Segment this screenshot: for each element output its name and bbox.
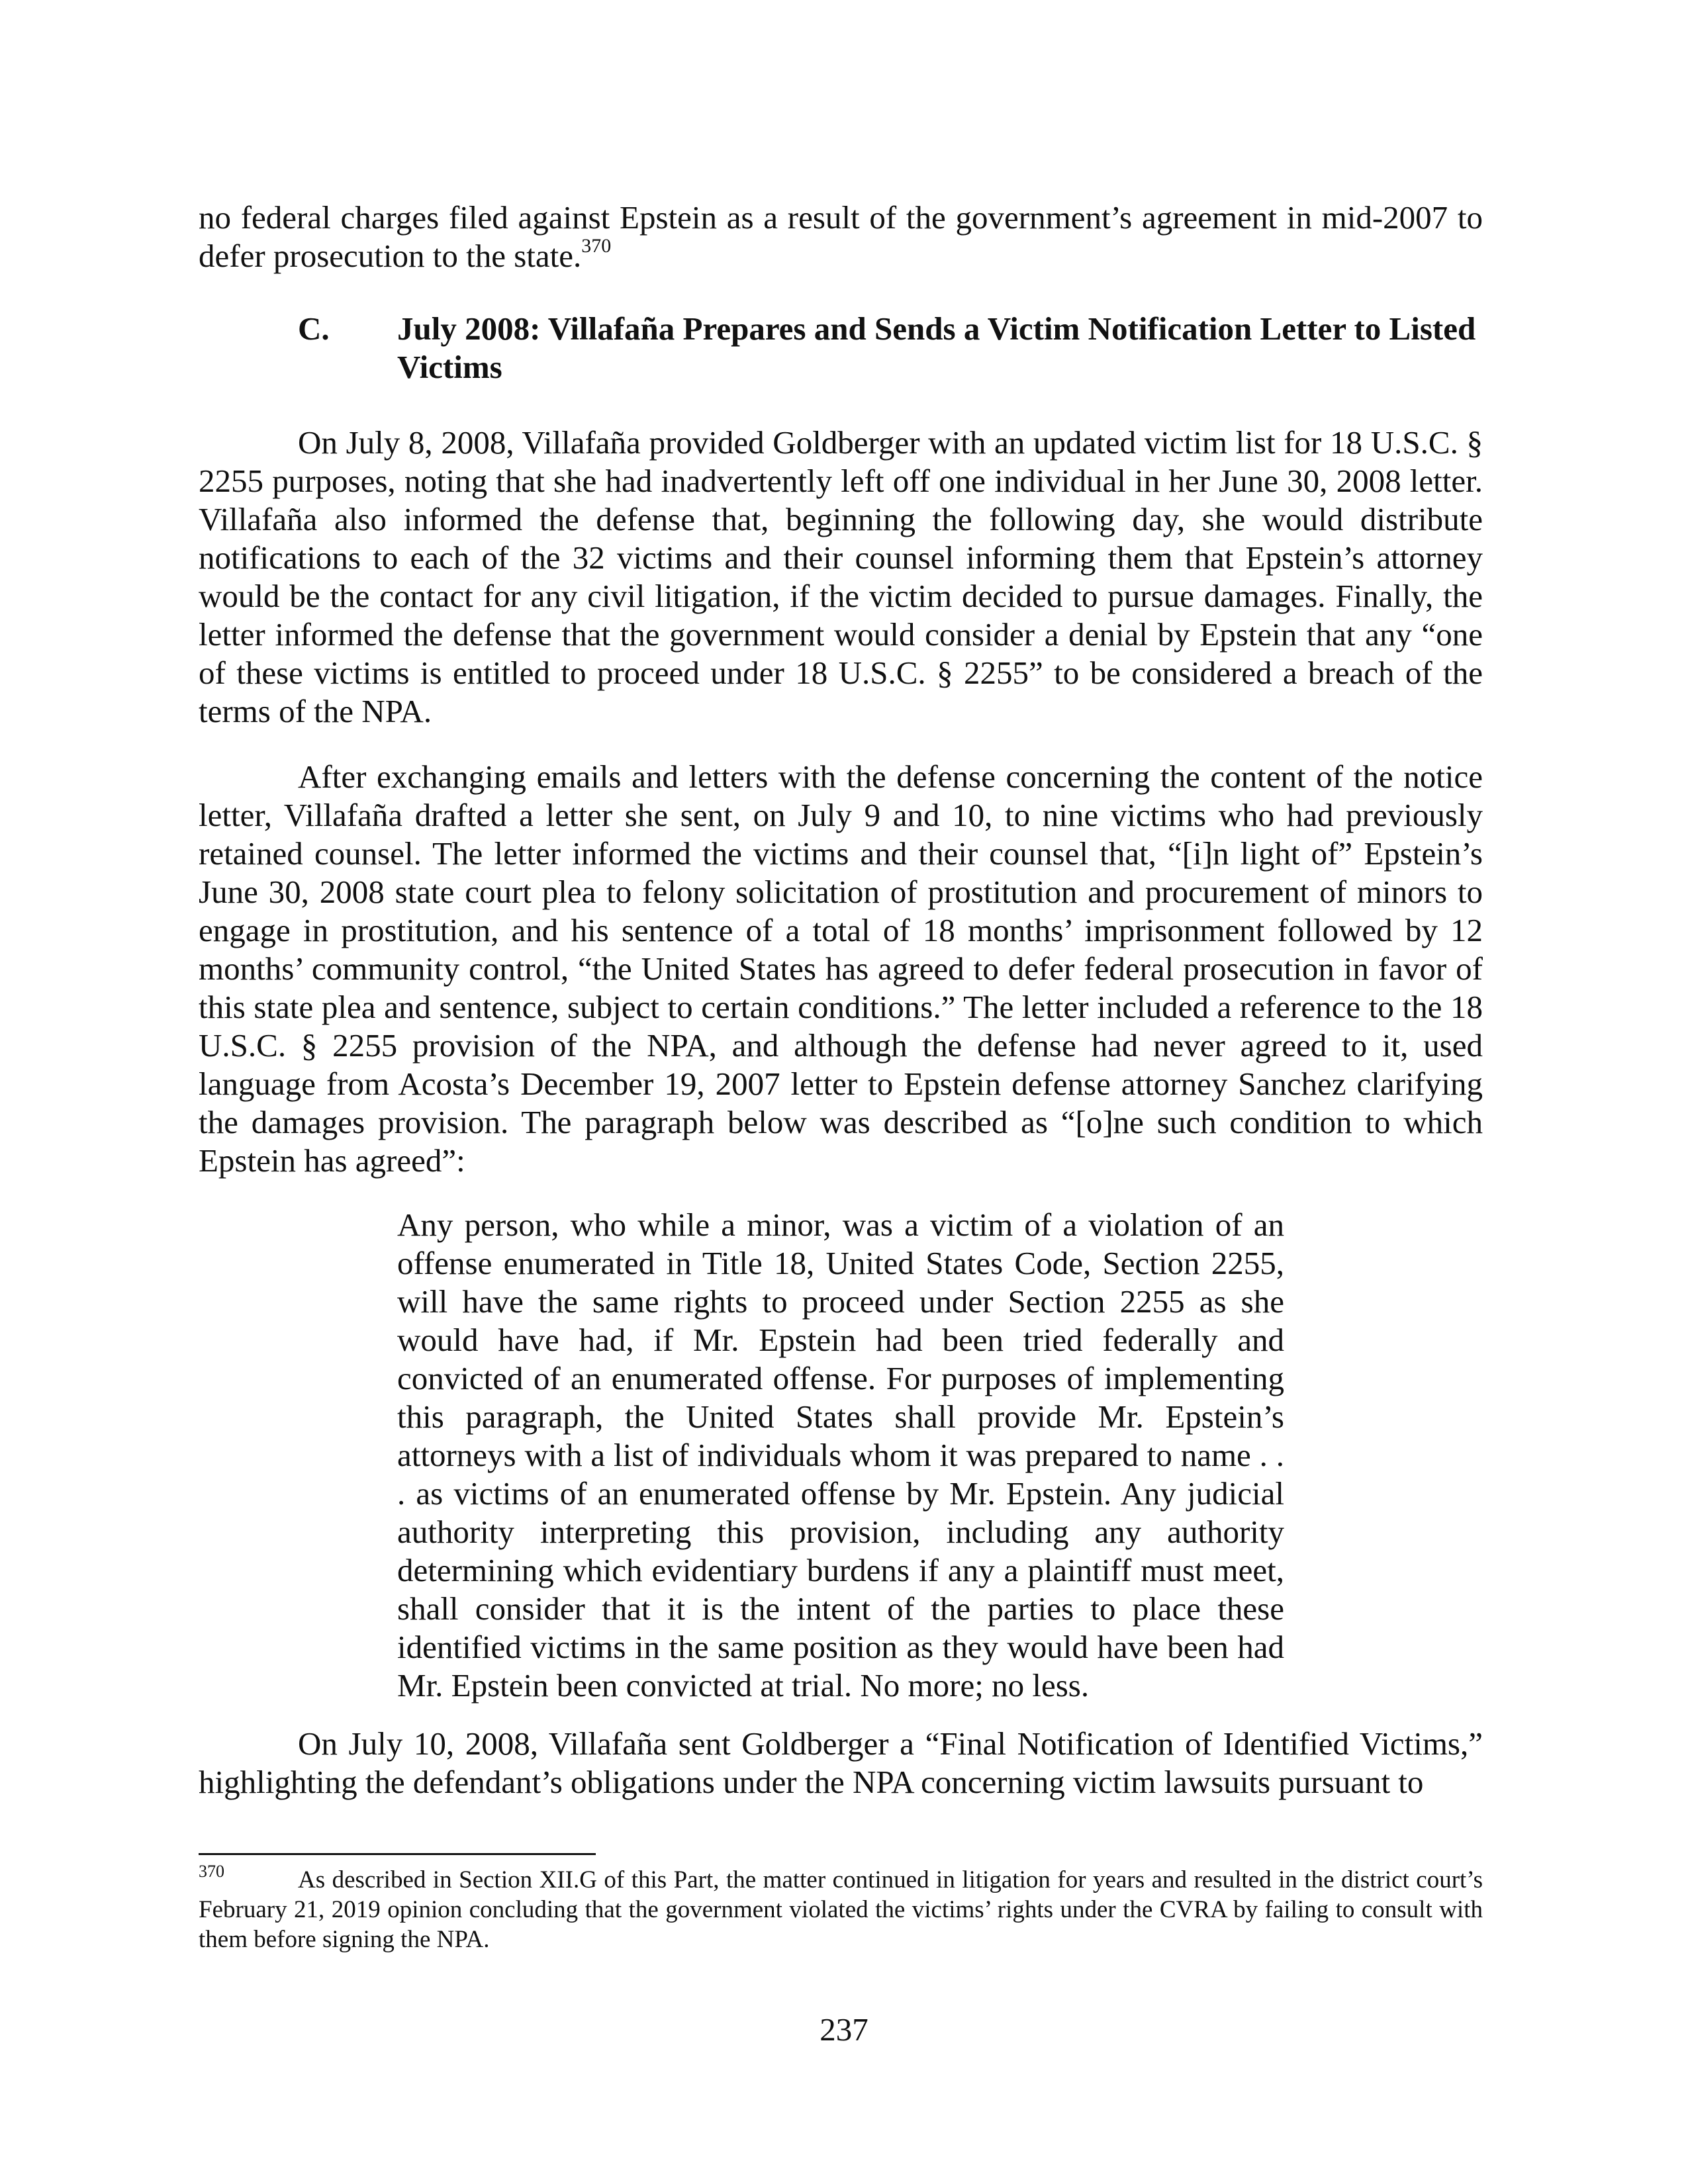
footnote-text: As described in Section XII.G of this Part, the matter continued in litigation for years and resulted in the district court’s February 21, 2019 opinion concluding that the government violated the victims’ rights under the CVRA by failing to consult with them before signing the NPA. (199, 1866, 1483, 1953)
footnote-divider (199, 1853, 596, 1855)
footnote-reference: 370 (581, 235, 612, 257)
section-heading-title: July 2008: Villafaña Prepares and Sends a Victim Notification Letter to Listed Victims (397, 310, 1476, 385)
paragraph-3: On July 10, 2008, Villafaña sent Goldberger a “Final Notification of Identified Victims,” highlighting the defendant’s obligations under the NPA concerning victim lawsuits pursuant to (199, 1725, 1483, 1800)
footnote: 370 As described in Section XII.G of this Part, the matter continued in litigation for years and resulted in the district court’s February 21, 2019 opinion concluding that the government violated the victims’ rights under the CVRA by failing to consult with them before signing the NPA. (199, 1862, 1483, 1953)
paragraph-2: After exchanging emails and letters with the defense concerning the content of the notice letter, Villafaña drafted a letter she sent, on July 9 and 10, to nine victims who had previously retained counsel. The letter informed the victims and their counsel that, “[i]n light of” Epstein’s June 30, 2008 state court plea to felony solicitation of prostitution and procurement of minors to engage in prostitution, and his sentence of a total of 18 months’ imprisonment followed by 12 months’ community control, “the United States has agreed to defer federal prosecution in favor of this state plea and sentence, subject to certain conditions.” The letter included a reference to the 18 U.S.C. § 2255 provision of the NPA, and although the defense had never agreed to it, used language from Acosta’s December 19, 2007 letter to Epstein defense attorney Sanchez clarifying the damages provision. The paragraph below was described as “[o]ne such condition to which Epstein has agreed”: (199, 758, 1483, 1179)
continuation-paragraph-text: no federal charges filed against Epstein as a result of the government’s agreement in mid-2007 to defer prosecution to the state. (199, 199, 1483, 274)
continuation-paragraph (199, 199, 1483, 275)
page-number: 237 (820, 2011, 868, 2048)
section-heading-letter: C. (298, 310, 330, 347)
paragraph-1: On July 8, 2008, Villafaña provided Goldberger with an updated victim list for 18 U.S.C. § 2255 purposes, noting that she had inadvertently left off one individual in her June 30, 2008 letter. Villafaña also informed the defense that, beginning the following day, she would distribute notifications to each of the 32 victims and their counsel informing them that Epstein’s attorney would be the contact for any civil litigation, if the victim decided to pursue damages. Finally, the letter informed the defense that the government would consider a denial by Epstein that any “one of these victims is entitled to proceed under 18 U.S.C. § 2255” to be considered a breach of the terms of the NPA. (199, 424, 1483, 729)
block-quote: Any person, who while a minor, was a victim of a violation of an offense enumerated in Title 18, United States Code, Section 2255, will have the same rights to proceed under Section 2255 as she would have had, if Mr. Epstein had been tried federally and convicted of an enumerated offense. For purposes of implementing this paragraph, the United States shall provide Mr. Epstein’s attorneys with a list of individuals whom it was prepared to name . . . as victims of an enumerated offense by Mr. Epstein. Any judicial authority interpreting this provision, including any authority determining which evidentiary burdens if any a plaintiff must meet, shall consider that it is the intent of the parties to place these identified victims in the same position as they would have been had Mr. Epstein been convicted at trial. No more; no less. (397, 1206, 1284, 1704)
